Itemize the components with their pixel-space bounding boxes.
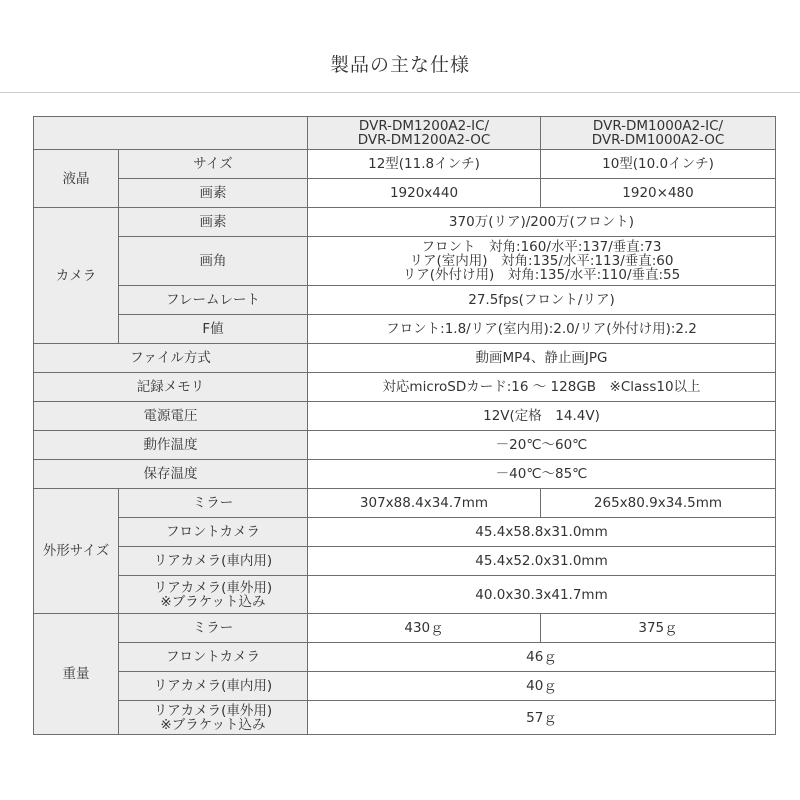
table-row [34, 547, 776, 576]
row-label: 画角 [119, 237, 308, 286]
dim-rear-out-value: 40.0x30.3x41.7mm [308, 576, 776, 614]
camera-fvalue-value: フロント:1.8/リア(室内用):2.0/リア(外付け用):2.2 [308, 315, 776, 344]
dim-front-value: 45.4x58.8x31.0mm [308, 518, 776, 547]
model-a-header [308, 117, 541, 150]
angle-rear-in: リア(室内用) 対角:135/水平:113/垂直:60 [409, 253, 674, 269]
dimensions-group-label: 外形サイズ [34, 489, 119, 614]
weight-mirror-a: 430ｇ [308, 614, 541, 643]
table-row [34, 489, 776, 518]
row-label: リアカメラ(車内用) [119, 547, 308, 576]
camera-framerate-value: 27.5fps(フロント/リア) [308, 286, 776, 315]
row-label: 画素 [119, 208, 308, 237]
row-label: フロントカメラ [119, 518, 308, 547]
table-row [34, 576, 776, 614]
table-row [34, 518, 776, 547]
model-b-line1: DVR-DM1000A2-IC/ [592, 118, 724, 134]
camera-group-label: カメラ [34, 208, 119, 344]
table-header-row [34, 117, 776, 150]
table-row [34, 643, 776, 672]
voltage-value: 12V(定格 14.4V) [308, 402, 776, 431]
weight-group-label: 重量 [34, 614, 119, 735]
row-label: 画素 [119, 179, 308, 208]
angle-front: フロント 対角:160/水平:137/垂直:73 [421, 239, 662, 255]
memory-value: 対応microSDカード:16 ～ 128GB ※Class10以上 [308, 373, 776, 402]
row-label [119, 576, 308, 614]
table-row [34, 315, 776, 344]
table-row [34, 237, 776, 286]
rear-out-label-line2: ※ブラケット込み [160, 593, 266, 610]
weight-rear-out-label-line1: リアカメラ(車外用) [153, 702, 273, 719]
model-a-line1: DVR-DM1200A2-IC/ [358, 118, 490, 134]
table-row [34, 208, 776, 237]
display-pixels-a: 1920x440 [308, 179, 541, 208]
weight-rear-in-value: 40ｇ [308, 672, 776, 701]
table-row [34, 614, 776, 643]
table-row [34, 402, 776, 431]
table-row [34, 460, 776, 489]
table-row [34, 150, 776, 179]
operating-temp-value: －20℃～60℃ [308, 431, 776, 460]
angle-rear-out: リア(外付け用) 対角:135/水平:110/垂直:55 [402, 267, 681, 283]
dim-rear-in-value: 45.4x52.0x31.0mm [308, 547, 776, 576]
weight-mirror-b: 375ｇ [541, 614, 776, 643]
row-label: 電源電圧 [34, 402, 308, 431]
display-size-a: 12型(11.8インチ) [308, 150, 541, 179]
rear-out-label-line1: リアカメラ(車外用) [153, 579, 273, 596]
display-pixels-b: 1920×480 [541, 179, 776, 208]
table-row [34, 286, 776, 315]
model-a-line2: DVR-DM1200A2-OC [357, 132, 491, 148]
storage-temp-value: －40℃～85℃ [308, 460, 776, 489]
header-empty-cell [34, 117, 308, 150]
row-label: サイズ [119, 150, 308, 179]
row-label: フレームレート [119, 286, 308, 315]
display-group-label: 液晶 [34, 150, 119, 208]
table-row [34, 701, 776, 735]
model-b-header [541, 117, 776, 150]
title-divider [0, 92, 800, 93]
row-label: 記録メモリ [34, 373, 308, 402]
row-label: ミラー [119, 489, 308, 518]
page-title: 製品の主な仕様 [329, 54, 470, 76]
table-row [34, 672, 776, 701]
display-size-b: 10型(10.0インチ) [541, 150, 776, 179]
camera-angle-value [308, 237, 776, 286]
weight-rear-out-value: 57ｇ [308, 701, 776, 735]
row-label [119, 701, 308, 735]
row-label: フロントカメラ [119, 643, 308, 672]
dim-mirror-b: 265x80.9x34.5mm [541, 489, 776, 518]
model-b-line2: DVR-DM1000A2-OC [591, 132, 725, 148]
file-format-value: 動画MP4、静止画JPG [308, 344, 776, 373]
table-row [34, 431, 776, 460]
row-label: ミラー [119, 614, 308, 643]
row-label: ファイル方式 [34, 344, 308, 373]
spec-table [33, 116, 776, 735]
row-label: リアカメラ(車内用) [119, 672, 308, 701]
row-label: 保存温度 [34, 460, 308, 489]
table-row [34, 179, 776, 208]
dim-mirror-a: 307x88.4x34.7mm [308, 489, 541, 518]
weight-front-value: 46ｇ [308, 643, 776, 672]
row-label: F値 [119, 315, 308, 344]
row-label: 動作温度 [34, 431, 308, 460]
camera-pixels-value: 370万(リア)/200万(フロント) [308, 208, 776, 237]
table-row [34, 344, 776, 373]
table-row [34, 373, 776, 402]
weight-rear-out-label-line2: ※ブラケット込み [160, 716, 266, 733]
